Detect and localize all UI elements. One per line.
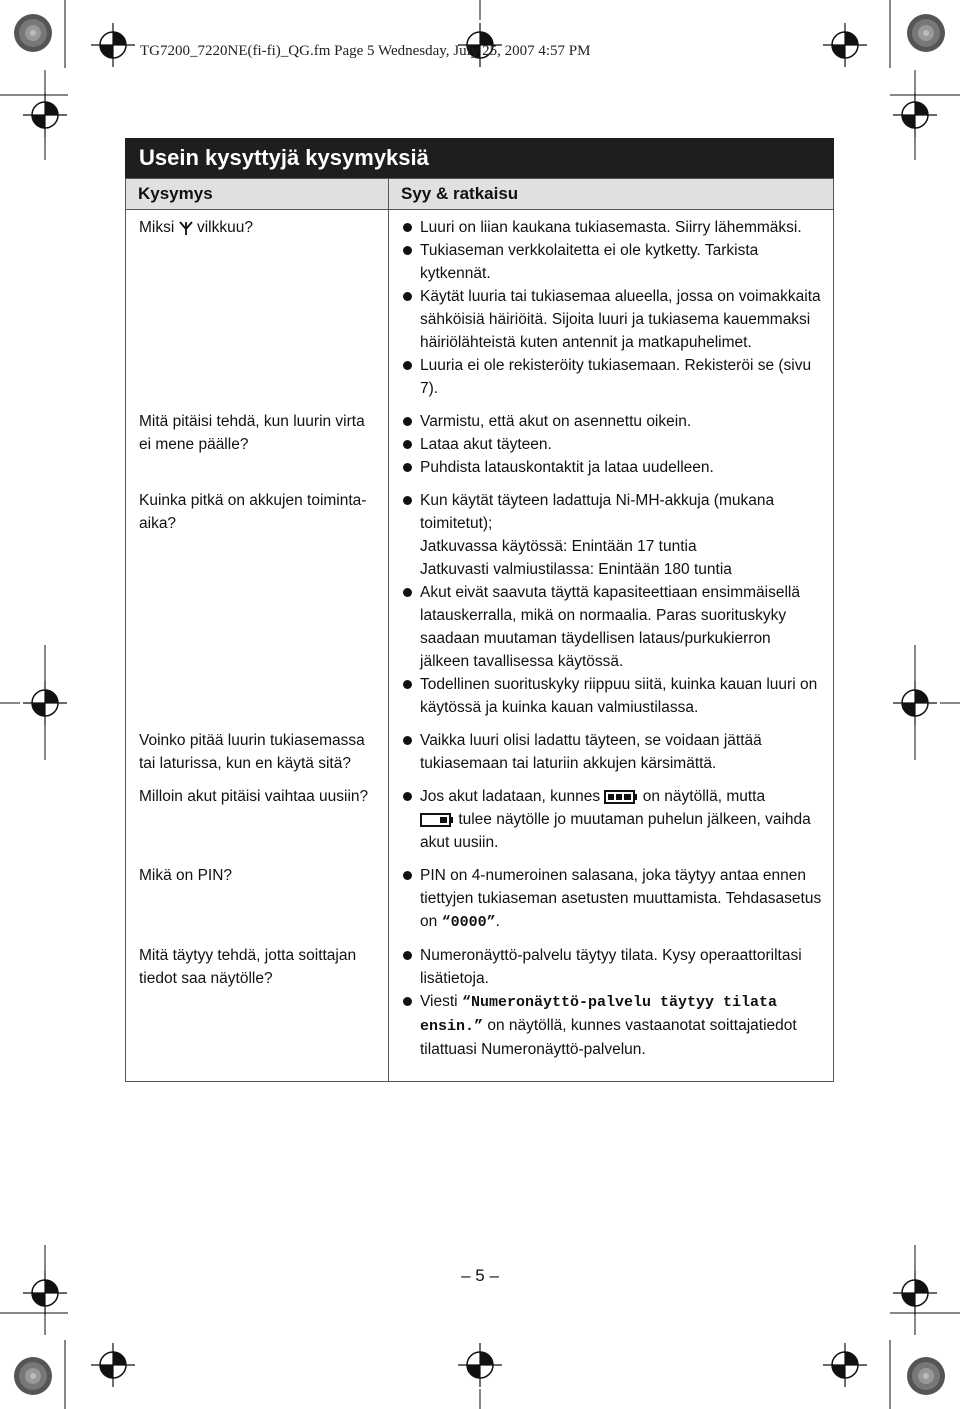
answer-item: PIN on 4-numeroinen salasana, joka täytyy antaa ennen tiettyjen tukiaseman asetusten muuttamista. Tehdasasetus on “0000”. [402,864,823,934]
color-target-icon [14,14,52,52]
registration-mark-icon [893,681,937,725]
answer-item: Jos akut ladataan, kunnes on näytöllä, mutta tulee näytölle jo muutaman puhelun jälkeen, vaihda akut uusiin. [402,785,823,854]
answer-item: Varmistu, että akut on asennettu oikein. [402,410,823,433]
display-message: “Numeronäyttö-palvelu täytyy tilata ensin.” [420,994,777,1035]
question-cell: Mikä on PIN? [126,860,389,940]
answer-cell [389,485,834,725]
page-number: – 5 – [461,1266,499,1285]
answer-item: Akut eivät saavuta täyttä kapasiteettiaan ensimmäisellä latauskerralla, mikä on normaalia. Paras suorituskyky saadaan muutaman täydellisen lataus/purkukierron jälkeen tavallisessa käytössä. [402,581,823,673]
registration-mark-icon [893,93,937,137]
table-row [126,940,834,1082]
answer-item: Viesti “Numeronäyttö-palvelu täytyy tilata ensin.” on näytöllä, kunnes vastaanotat soittajatiedot tilattuasi Numeronäyttö-palvelun. [402,990,823,1061]
registration-mark-icon [23,1271,67,1315]
answer-item: Kun käytät täyteen ladattuja Ni-MH-akkuja (mukana toimitetut); [402,489,823,535]
answer-cell [389,406,834,485]
answer-detail: Jatkuvassa käytössä: Enintään 17 tuntia [420,538,697,555]
answer-cell [389,940,834,1082]
table-row [126,210,834,407]
antenna-icon [179,220,193,236]
question-cell: Milloin akut pitäisi vaihtaa uusiin? [126,781,389,860]
color-target-icon [14,1357,52,1395]
registration-mark-icon [23,681,67,725]
battery-full-icon [604,789,638,805]
color-target-icon [907,1357,945,1395]
answer-detail: Jatkuvasti valmiustilassa: Enintään 180 tuntia [420,561,732,578]
answer-cell [389,860,834,940]
registration-mark-icon [893,1271,937,1315]
answer-item: Luuri on liian kaukana tukiasemasta. Siirry lähemmäksi. [402,216,823,239]
answer-item: Puhdista latauskontaktit ja lataa uudelleen. [402,456,823,479]
registration-mark-icon [23,93,67,137]
color-target-icon [907,14,945,52]
registration-mark-icon [91,23,135,67]
table-row [126,781,834,860]
default-pin-code: “0000” [441,914,496,931]
column-header-answer: Syy & ratkaisu [389,179,834,210]
table-row [126,485,834,725]
answer-cell [389,781,834,860]
question-cell: Voinko pitää luurin tukiasemassa tai laturissa, kun en käytä sitä? [126,725,389,781]
table-row [126,406,834,485]
question-cell: Mitä pitäisi tehdä, kun luurin virta ei mene päälle? [126,406,389,485]
faq-title: Usein kysyttyjä kysymyksiä [125,138,834,178]
table-row [126,725,834,781]
answer-item: Käytät luuria tai tukiasemaa alueella, jossa on voimakkaita sähköisiä häiriöitä. Sijoita luuri ja tukiasema kauemmaksi häiriölähteistä kuten antennit ja matkapuhelimet. [402,285,823,354]
question-cell: Kuinka pitkä on akkujen toiminta-aika? [126,485,389,725]
answer-cell [389,210,834,407]
table-row [126,860,834,940]
answer-cell [389,725,834,781]
answer-item: Todellinen suorituskyky riippuu siitä, kuinka kauan luuri on käytössä ja kuinka kauan valmiustilassa. [402,673,823,719]
answer-item: Tukiaseman verkkolaitetta ei ole kytketty. Tarkista kytkennät. [402,239,823,285]
column-header-question: Kysymys [126,179,389,210]
answer-item: Lataa akut täyteen. [402,433,823,456]
answer-item: Numeronäyttö-palvelu täytyy tilata. Kysy operaattoriltasi lisätietoja. [402,944,823,990]
registration-mark-icon [458,1343,502,1387]
answer-item: Luuria ei ole rekisteröity tukiasemaan. Rekisteröi se (sivu 7). [402,354,823,400]
question-cell: Miksi vilkkuu? [126,210,389,407]
registration-mark-icon [823,23,867,67]
answer-item: Vaikka luuri olisi ladattu täyteen, se voidaan jättää tukiasemaan tai laturiin akkujen kärsimättä. [402,729,823,775]
question-cell: Mitä täytyy tehdä, jotta soittajan tiedot saa näytölle? [126,940,389,1082]
faq-section [125,138,834,1082]
faq-table [125,178,834,1082]
battery-low-icon [420,812,454,828]
registration-mark-icon [91,1343,135,1387]
table-header-row [126,179,834,210]
registration-mark-icon [823,1343,867,1387]
print-info-header: TG7200_7220NE(fi-fi)_QG.fm Page 5 Wednesday, July 25, 2007 4:57 PM [140,43,591,59]
